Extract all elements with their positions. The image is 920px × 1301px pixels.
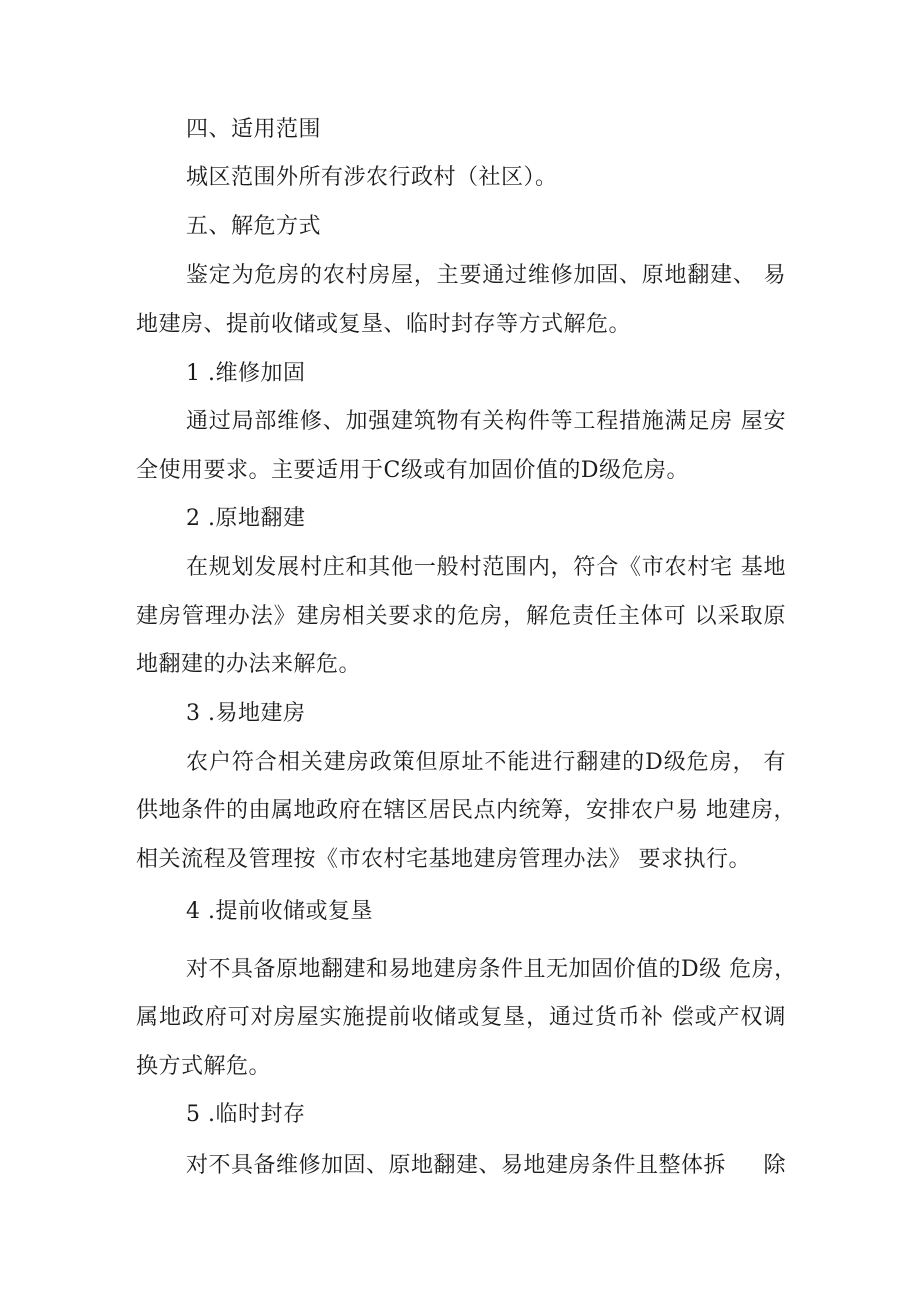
paragraph-line: 地翻建的办法来解危。 xyxy=(136,652,362,677)
paragraph-line: 对不具备原地翻建和易地建房条件且无加固价值的D级 危房， xyxy=(186,957,797,982)
paragraph-line: 属地政府可对房屋实施提前收储或复垦，通过货币补 偿或产权调 xyxy=(136,1005,786,1030)
subheading-rebuild: 2 .原地翻建 xyxy=(186,506,306,531)
paragraph-line: 全使用要求。主要适用于C级或有加固价值的D级危房。 xyxy=(136,458,689,483)
paragraph-line: 相关流程及管理按《市农村宅基地建房管理办法》 要求执行。 xyxy=(136,847,751,872)
subheading-storage: 4 .提前收储或复垦 xyxy=(186,899,373,924)
heading-scope: 四、适用范围 xyxy=(186,117,322,142)
paragraph-line: 城区范围外所有涉农行政村（社区）。 xyxy=(186,165,558,190)
paragraph-line: 换方式解危。 xyxy=(136,1054,272,1079)
paragraph-line: 通过局部维修、加强建筑物有关构件等工程措施满足房 屋安 xyxy=(186,409,786,434)
paragraph-line: 鉴定为危房的农村房屋，主要通过维修加固、原地翻建、 易 xyxy=(186,263,786,288)
paragraph-line: 在规划发展村庄和其他一般村范围内，符合《市农村宅 基地 xyxy=(186,555,786,580)
paragraph-line: 地建房、提前收储或复垦、临时封存等方式解危。 xyxy=(136,312,632,337)
paragraph-line: 对不具备维修加固、原地翻建、易地建房条件且整体拆 除 xyxy=(186,1153,786,1178)
subheading-seal: 5 .临时封存 xyxy=(186,1102,306,1127)
paragraph-line: 供地条件的由属地政府在辖区居民点内统筹，安排农户易 地建房， xyxy=(136,798,796,823)
subheading-repair: 1 .维修加固 xyxy=(186,361,306,386)
subheading-relocate: 3 .易地建房 xyxy=(186,701,306,726)
paragraph-line: 建房管理办法》建房相关要求的危房，解危责任主体可 以采取原 xyxy=(136,604,786,629)
paragraph-line: 农户符合相关建房政策但原址不能进行翻建的D级危房， 有 xyxy=(186,750,786,775)
heading-method: 五、解危方式 xyxy=(186,214,322,239)
